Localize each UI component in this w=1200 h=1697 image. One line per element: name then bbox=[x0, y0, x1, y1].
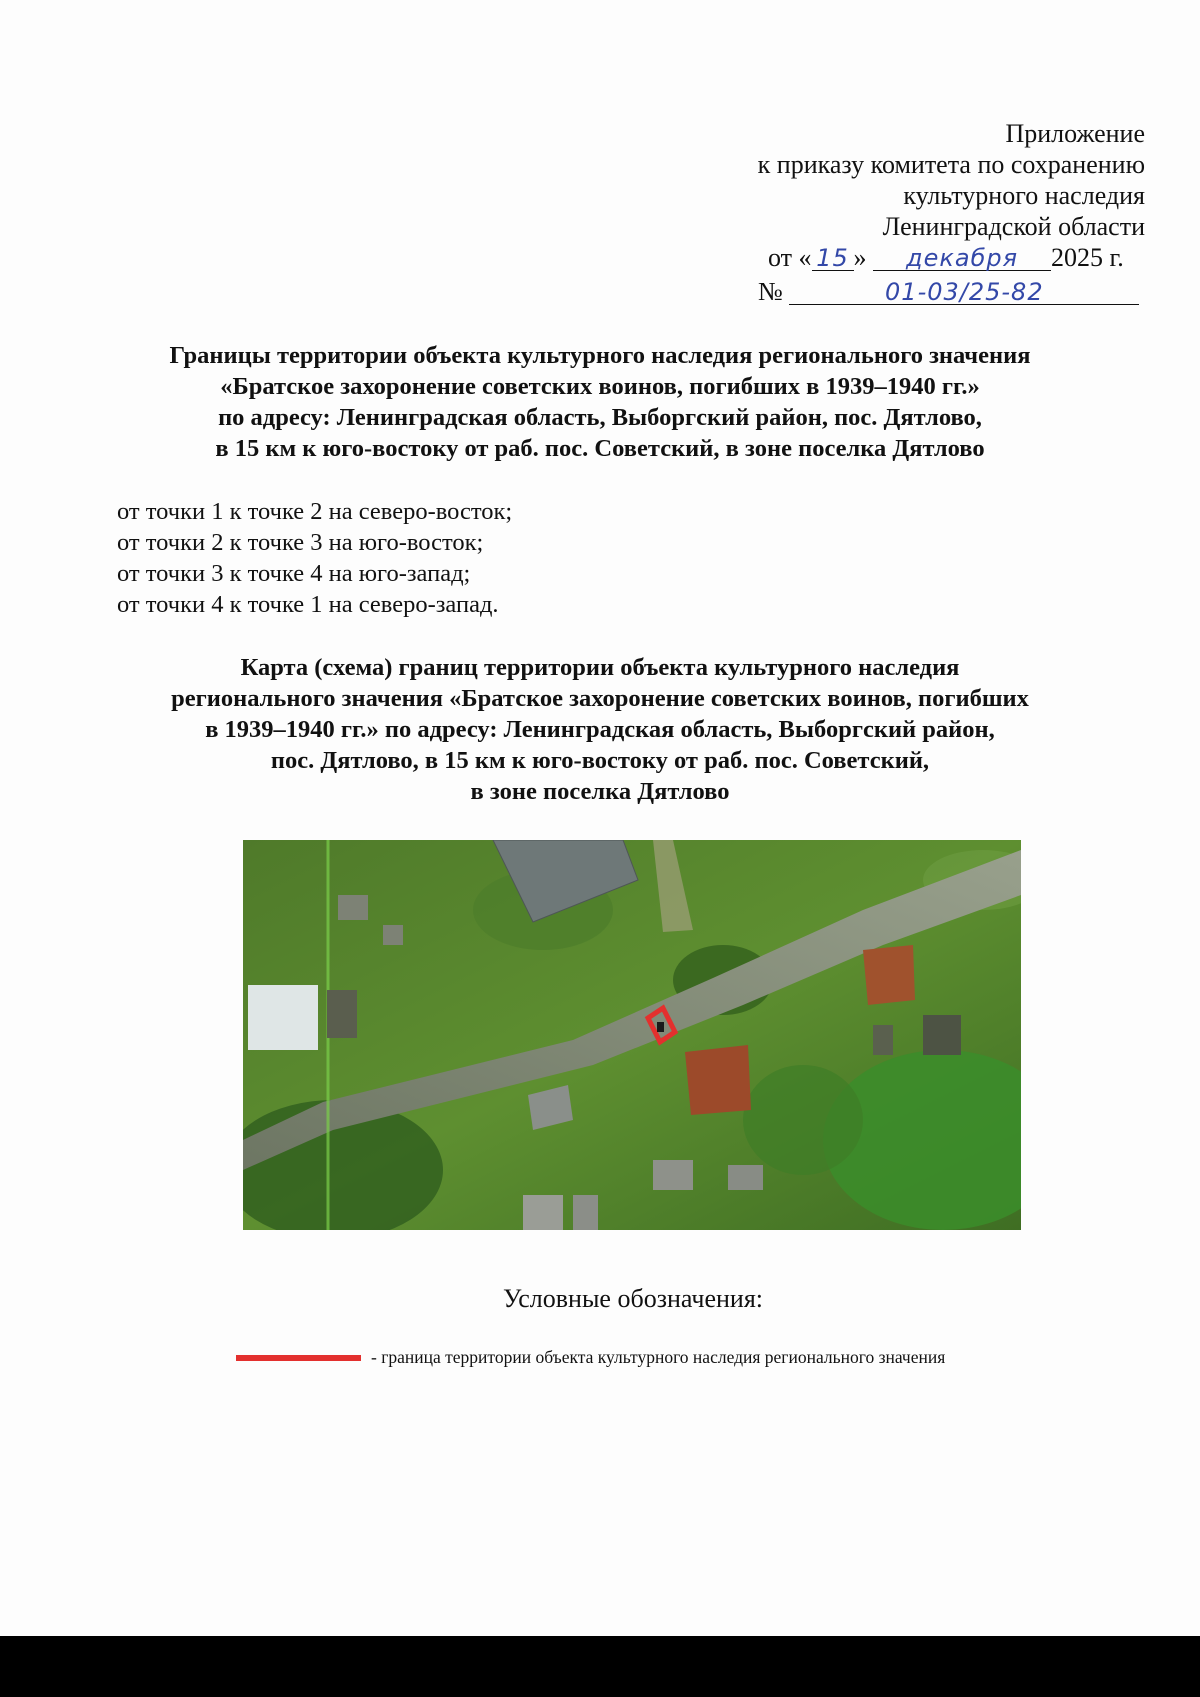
document-title bbox=[80, 340, 1120, 464]
scan-border bbox=[0, 1636, 1200, 1697]
number-handwritten: 01-03/25-82 bbox=[885, 278, 1044, 306]
date-day-field bbox=[812, 246, 854, 271]
appendix-line: к приказу комитета по сохранению bbox=[757, 150, 1145, 179]
map-title-line: пос. Дятлово, в 15 км к юго-востоку от раб. пос. Советский, bbox=[270, 747, 930, 774]
map-title-line: в зоне поселка Дятлово bbox=[470, 778, 730, 805]
date-year: 2025 г. bbox=[1051, 243, 1124, 272]
legend-item-boundary bbox=[236, 1347, 945, 1368]
appendix-line: Ленинградской области bbox=[882, 212, 1145, 241]
map-title-line: в 1939–1940 гг.» по адресу: Ленинградская область, Выборгский район, bbox=[205, 716, 995, 743]
title-line: в 15 км к юго-востоку от раб. пос. Советский, в зоне поселка Дятлово bbox=[215, 435, 985, 462]
date-mid: » bbox=[853, 243, 867, 272]
number-label: № bbox=[758, 277, 783, 306]
map-title bbox=[80, 652, 1120, 807]
date-day-handwritten: 15 bbox=[816, 244, 849, 272]
direction-item: от точки 2 к точке 3 на юго-восток; bbox=[117, 529, 484, 556]
satellite-map bbox=[243, 840, 1021, 1230]
date-month-handwritten: декабря bbox=[906, 244, 1019, 272]
order-number bbox=[758, 276, 1139, 307]
boundary-directions bbox=[117, 496, 512, 620]
title-line: по адресу: Ленинградская область, Выборгский район, пос. Дятлово, bbox=[218, 404, 982, 431]
title-line: Границы территории объекта культурного наследия регионального значения bbox=[169, 342, 1031, 369]
direction-item: от точки 4 к точке 1 на северо-запад. bbox=[117, 591, 499, 618]
date-month-field bbox=[873, 246, 1051, 271]
appendix-header bbox=[505, 118, 1145, 242]
order-date bbox=[768, 242, 1124, 273]
direction-item: от точки 3 к точке 4 на юго-запад; bbox=[117, 560, 471, 587]
map-title-line: регионального значения «Братское захоронение советских воинов, погибших bbox=[171, 685, 1029, 712]
appendix-line: культурного наследия bbox=[903, 181, 1145, 210]
boundary-line-swatch bbox=[236, 1355, 361, 1361]
appendix-line: Приложение bbox=[1005, 119, 1145, 148]
monument-marker bbox=[657, 1022, 664, 1032]
number-field bbox=[789, 280, 1139, 305]
legend-title: Условные обозначения: bbox=[502, 1284, 764, 1313]
title-line: «Братское захоронение советских воинов, погибших в 1939–1940 гг.» bbox=[220, 373, 980, 400]
direction-item: от точки 1 к точке 2 на северо-восток; bbox=[117, 498, 513, 525]
date-prefix: от « bbox=[768, 243, 812, 272]
map-title-line: Карта (схема) границ территории объекта культурного наследия bbox=[240, 654, 960, 681]
legend-boundary-label: - граница территории объекта культурного наследия регионального значения bbox=[371, 1347, 946, 1367]
